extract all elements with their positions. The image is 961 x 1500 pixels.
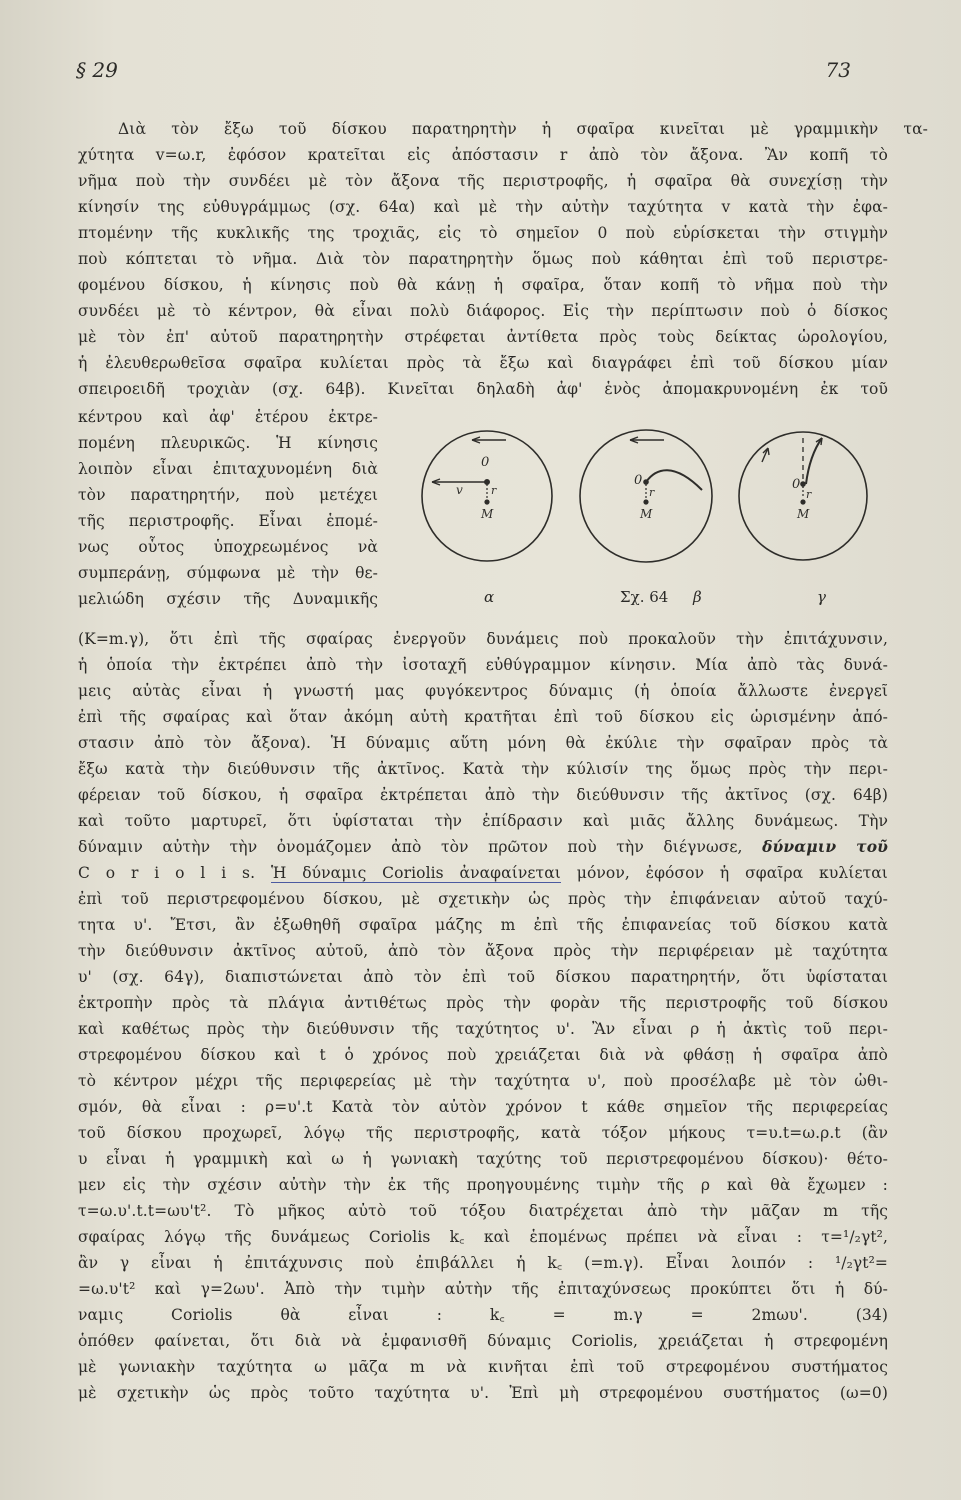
text-line: μελιώδη σχέσιν τῆς Δυναμικῆς	[78, 590, 378, 608]
disc-beta	[580, 430, 712, 562]
text-line: ἔξω κατὰ τὴν διεύθυνσιν τῆς ἀκτῖνος. Κατὰ τὴν κύλισίν της ὅμως πρὸς τὴν περι-	[78, 760, 888, 778]
text-line: μὲ τὸν ἐπ' αὐτοῦ παρατηρητὴν στρέφεται ἀντίθετα πρὸς τοὺς δείκτας ὡρολογίου,	[78, 328, 888, 346]
text-line: μὲ γωνιακὴν ταχύτητα ω μᾶζα m νὰ κινῆται ἐπὶ τοῦ στρεφομένου συστήματος	[78, 1358, 888, 1376]
text-line: τὴν διεύθυνσιν ἀκτῖνος αὐτοῦ, ἀπὸ τὸν ἄξονα πρὸς τὴν περιφέρειαν μὲ ταχύτητα	[78, 942, 888, 960]
text-line: ἡ ὁποία τὴν ἐκτρέπει ἀπὸ τὴν ἰσοταχῆ εὐθύγραμμον κίνησιν. Μία ἀπὸ τὰς δυνά-	[78, 656, 888, 674]
text-line: μὲ σχετικὴν ὡς πρὸς τοῦτο ταχύτητα υ'. Ἐπὶ μὴ στρεφομένου συστήματος (ω=0)	[78, 1384, 888, 1402]
text-line: λοιπὸν εἶναι ἐπιταχυνομένη διὰ	[78, 460, 378, 478]
figure-label-alpha: α	[484, 588, 495, 606]
text-line: στασιν ἀπὸ τὸν ἄξονα). Ἡ δύναμις αὕτη μόνη θὰ ἐκύλιε τὴν σφαῖραν πρὸς τὰ	[78, 734, 888, 752]
text-line: (K=m.γ), ὅτι ἐπὶ τῆς σφαίρας ἐνεργοῦν δυνάμεις ποὺ προκαλοῦν τὴν ἐπιτάχυνσιν,	[78, 630, 888, 648]
text-line: σφαίρας λόγῳ τῆς δυνάμεως Coriolis k꜀ καὶ ἑπομένως πρέπει νὰ εἶναι : τ=¹/₂γt²,	[78, 1228, 888, 1246]
label-mass: M	[640, 507, 653, 521]
text-line: τῆς περιστροφῆς. Εἶναι ἑπομέ-	[78, 512, 378, 530]
text-line: σπειροειδῆ τροχιὰν (σχ. 64β). Κινεῖται δηλαδὴ ἀφ' ἑνὸς ἀπομακρυνομένη ἐκ τοῦ	[78, 380, 888, 398]
text-line: τοῦ δίσκου προχωρεῖ, λόγῳ τῆς περιστροφῆς, κατὰ τόξον μήκους τ=υ.t=ω.ρ.t (ἂν	[78, 1124, 888, 1142]
label-point-center: 0	[481, 455, 490, 470]
text-fragment: δύναμιν αὐτὴν τὴν ὀνομάζομεν ἀπὸ τὸν πρῶτον ποὺ τὴν διέγνωσε,	[78, 838, 743, 856]
text-line: φομένου δίσκου, ἡ κίνησις ποὺ θὰ κάνῃ ἡ σφαῖρα, ὅταν κοπῆ τὸ νῆμα ποὺ τὴν	[78, 276, 888, 294]
text-line: τητα υ'. Ἔτσι, ἂν ἐξωθηθῆ σφαῖρα μάζης m ἐπὶ τῆς ἐπιφανείας τοῦ δίσκου κατὰ	[78, 916, 888, 934]
label-radius: r	[491, 484, 497, 497]
text-line: τὸν παρατηρητήν, ποὺ μετέχει	[78, 486, 378, 504]
text-fragment: μόνον, ἐφόσον ἡ σφαῖρα κυλίεται	[576, 864, 888, 882]
text-line	[78, 860, 888, 886]
label-velocity: v	[456, 483, 463, 497]
text-line: μεν εἰς τὴν σχέσιν αὐτὴν τὴν ἐκ τῆς προηγουμένης τιμὴν τῆς ρ καὶ θὰ ἔχωμεν :	[78, 1176, 888, 1194]
figure-label-gamma: γ	[817, 588, 826, 606]
text-line: =ω.υ't² καὶ γ=2ωυ'. Ἀπὸ τὴν τιμὴν αὐτὴν τῆς ἐπιταχύνσεως προκύπτει ὅτι ἡ δύ-	[78, 1280, 888, 1298]
section-number: § 29	[76, 58, 118, 82]
text-line: ὁπόθεν φαίνεται, ὅτι διὰ νὰ ἐμφανισθῆ δύναμις Coriolis, χρειάζεται ἡ στρεφομένη	[78, 1332, 888, 1350]
text-line: ἐπὶ τῆς σφαίρας καὶ ὅταν ἀκόμη αὐτὴ κρατῆται ἐπὶ τοῦ δίσκου εἰς ὡρισμένην ἀπό-	[78, 708, 888, 726]
figure-caption: Σχ. 64	[620, 588, 669, 606]
disc-gamma	[739, 432, 867, 560]
underlined-phrase: Ἡ δύναμις Coriolis ἀναφαίνεται	[270, 864, 561, 882]
text-line: νῆμα ποὺ τὴν συνδέει μὲ τὸν ἄξονα τῆς περιστροφῆς, ἡ σφαῖρα θὰ συνεχίσῃ τὴν	[78, 172, 888, 190]
page-header	[70, 58, 851, 88]
coriolis-name-spaced: C o r i o l i s.	[78, 864, 256, 882]
text-line: συνδέει μὲ τὸ κέντρον, θὰ εἶναι πολὺ διάφορος. Εἰς τὴν περίπτωσιν ποὺ ὁ δίσκος	[78, 302, 888, 320]
label-point-center: 0	[634, 473, 643, 488]
text-line: σμόν, θὰ εἶναι : ρ=υ'.t Κατὰ τὸν αὐτὸν χρόνον t κάθε σημεῖον τῆς περιφερείας	[78, 1098, 888, 1116]
emphasized-term: δύναμιν τοῦ	[762, 837, 888, 856]
text-line: ἐπὶ τοῦ περιστρεφομένου δίσκου, μὲ σχετικὴν ὡς πρὸς τὴν ἐπιφάνειαν αὐτοῦ ταχύ-	[78, 890, 888, 908]
text-line: ἡ ἐλευθερωθεῖσα σφαῖρα κυλίεται πρὸς τὰ ἔξω καὶ διαγράφει ἐπὶ τοῦ δίσκου μίαν	[78, 354, 888, 372]
text-line: κέντρου καὶ ἀφ' ἑτέρου ἐκτρε-	[78, 408, 378, 426]
label-mass: M	[797, 507, 810, 521]
text-line: μεις αὐτὰς εἶναι ἡ γνωστή μας φυγόκεντρος δύναμις (ἡ ὁποία ἄλλωστε ἐνεργεῖ	[78, 682, 888, 700]
equation-34: ναμις Coriolis θὰ εἶναι : k꜀ = m.γ = 2mωυ'.	[78, 1306, 808, 1324]
text-line: υ εἶναι ἡ γραμμικὴ καὶ ω ἡ γωνιακὴ ταχύτης τοῦ περιστρεφομένου δίσκου)· θέτο-	[78, 1150, 888, 1168]
label-radius: r	[806, 488, 812, 501]
figure-64	[412, 418, 872, 608]
text-line: ποὺ κόπτεται τὸ νῆμα. Διὰ τὸν παρατηρητὴν ὅμως ποὺ κάθηται ἐπὶ τοῦ περιστρε-	[78, 250, 888, 268]
text-line: πομένη πλευρικῶς. Ἡ κίνησις	[78, 434, 378, 452]
label-point-center: 0	[792, 477, 801, 492]
equation-number: (34)	[855, 1306, 888, 1324]
text-line: κίνησίν της εὐθυγράμμως (σχ. 64α) καὶ μὲ τὴν αὐτὴν ταχύτητα v κατὰ τὴν ἐφα-	[78, 198, 888, 216]
figure-64-drawing	[412, 418, 872, 588]
text-line: καὶ καθέτως πρὸς τὴν διεύθυνσιν τῆς ταχύτητος υ'. Ἂν εἶναι ρ ἡ ἀκτὶς τοῦ περι-	[78, 1020, 888, 1038]
text-line: ἂν γ εἶναι ἡ ἐπιτάχυνσις ποὺ ἐπιβάλλει ἡ k꜀ (=m.γ). Εἶναι λοιπόν : ¹/₂γt²=	[78, 1254, 888, 1272]
text-line: στρεφομένου δίσκου καὶ t ὁ χρόνος ποὺ χρειάζεται διὰ νὰ φθάσῃ ἡ σφαῖρα ἀπὸ	[78, 1046, 888, 1064]
text-line: υ' (σχ. 64γ), διαπιστώνεται ἀπὸ τὸν ἐπὶ τοῦ δίσκου παρατηρητήν, ὅτι ὑφίσταται	[78, 968, 888, 986]
page-number: 73	[825, 58, 851, 82]
text-line	[78, 834, 888, 860]
text-line: τὸ κέντρον μέχρι τῆς περιφερείας μὲ τὴν ταχύτητα υ', ποὺ προσέλαβε μὲ τὸν ὠθι-	[78, 1072, 888, 1090]
label-radius: r	[649, 486, 655, 499]
text-line: φέρειαν τοῦ δίσκου, ἡ σφαῖρα ἐκτρέπεται ἀπὸ τὴν διεύθυνσιν τῆς ἀκτῖνος (σχ. 64β)	[78, 786, 888, 804]
text-line: Διὰ τὸν ἔξω τοῦ δίσκου παρατηρητὴν ἡ σφαῖρα κινεῖται μὲ γραμμικὴν τα-	[118, 120, 928, 138]
label-mass: M	[481, 507, 494, 521]
disc-alpha	[422, 431, 552, 561]
text-line: τ=ω.υ'.t.t=ωυ't². Τὸ μῆκος αὐτὸ τοῦ τόξου διατρέχεται ἀπὸ τὴν μᾶζαν m τῆς	[78, 1202, 888, 1220]
text-line: συμπεράνῃ, σύμφωνα μὲ τὴν θε-	[78, 564, 378, 582]
text-line: πτομένην τῆς κυκλικῆς της τροχιᾶς, εἰς τὸ σημεῖον 0 ποὺ εὑρίσκεται τὴν στιγμὴν	[78, 224, 888, 242]
text-line: νως οὗτος ὑποχρεωμένος νὰ	[78, 538, 378, 556]
figure-label-beta: β	[693, 588, 702, 606]
text-line	[78, 1302, 888, 1328]
text-line: ἐκτροπὴν πρὸς τὰ πλάγια ἀντιθέτως πρὸς τὴν φορὰν τῆς περιστροφῆς τοῦ δίσκου	[78, 994, 888, 1012]
text-line: καὶ τοῦτο μαρτυρεῖ, ὅτι ὑφίσταται τὴν ἐπίδρασιν καὶ μιᾶς ἄλλης δυνάμεως. Τὴν	[78, 812, 888, 830]
text-line: χύτητα v=ω.r, ἐφόσον κρατεῖται εἰς ἀπόστασιν r ἀπὸ τὸν ἄξονα. Ἂν κοπῆ τὸ	[78, 146, 888, 164]
